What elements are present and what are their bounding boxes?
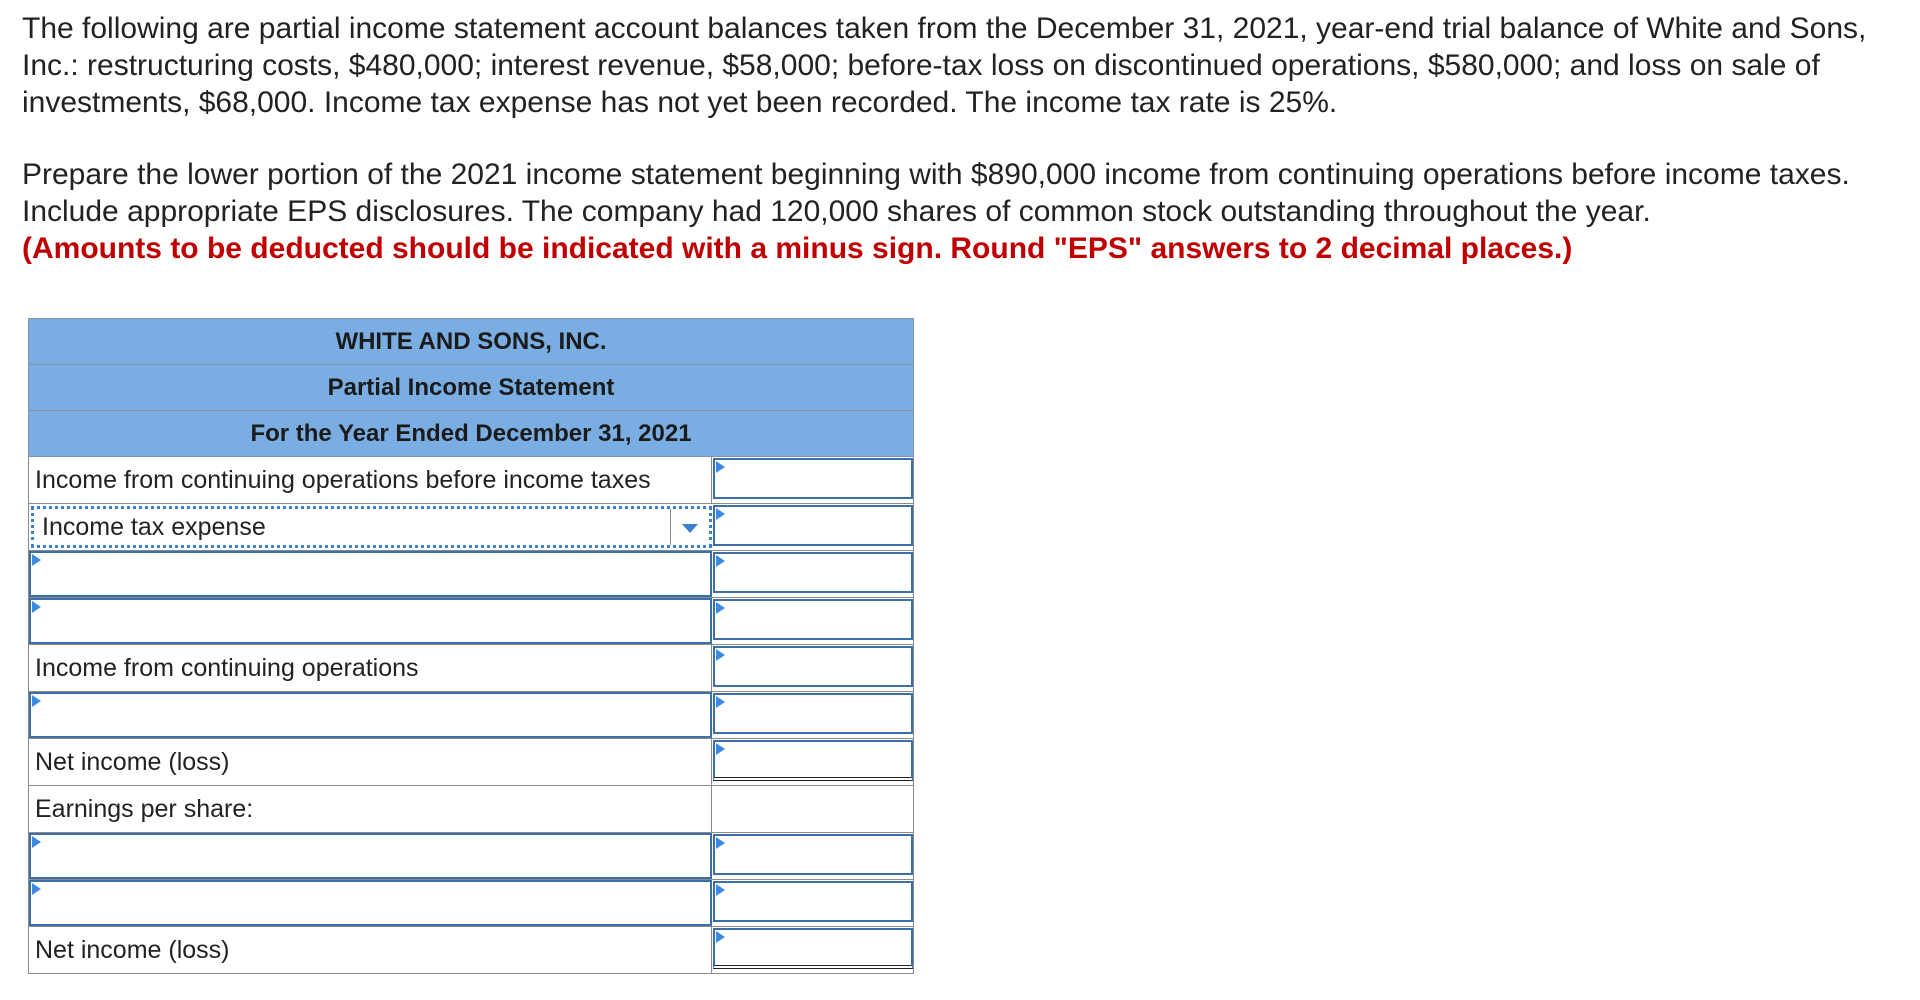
statement-row — [28, 833, 914, 880]
amount-input-income-before-taxes[interactable] — [713, 458, 913, 499]
statement-row — [28, 692, 914, 739]
row-label-eps-net-income: Net income (loss) — [29, 927, 712, 973]
amount-input[interactable] — [713, 693, 913, 734]
amount-input[interactable] — [713, 881, 913, 922]
row-label-cell — [29, 504, 712, 550]
statement-row — [28, 927, 914, 974]
statement-title: Partial Income Statement — [28, 365, 914, 411]
question-paragraph-1: The following are partial income statement account balances taken from the December 31, 2021, year-end trial balance of White and Sons, Inc.: restructuring costs, $480,000; interest revenue, $58,000; before-tax loss on discontinued operations, $580,000; and loss on sale of investments, $68,000. Income tax expense has not yet been recorded. The income tax rate is 25%. — [22, 12, 1867, 119]
amount-input[interactable] — [713, 834, 913, 875]
company-name: WHITE AND SONS, INC. — [28, 318, 914, 365]
statement-row — [28, 598, 914, 645]
label-input[interactable] — [29, 692, 712, 738]
amount-input-income-tax-expense[interactable] — [713, 505, 913, 546]
statement-row — [28, 645, 914, 692]
answer-instructions: (Amounts to be deducted should be indicated with a minus sign. Round "EPS" answers to 2 decimal places.) — [22, 232, 1573, 265]
label-input[interactable] — [29, 598, 712, 644]
account-dropdown[interactable] — [31, 506, 712, 548]
statement-row — [28, 457, 914, 504]
statement-period: For the Year Ended December 31, 2021 — [28, 411, 914, 457]
question-paragraph-2-body: Prepare the lower portion of the 2021 income statement beginning with $890,000 income from continuing operations before income taxes. Include appropriate EPS disclosures. The company had 120,000 shares of common stock outstanding throughout the year. — [22, 158, 1850, 228]
label-input[interactable] — [29, 880, 712, 926]
statement-row — [28, 739, 914, 786]
statement-row — [28, 786, 914, 833]
account-dropdown-value: Income tax expense — [42, 513, 266, 541]
row-label-eps: Earnings per share: — [29, 786, 712, 832]
amount-input-income-continuing-ops[interactable] — [713, 646, 913, 687]
statement-row — [28, 504, 914, 551]
question-paragraph-2 — [22, 156, 1902, 267]
statement-row — [28, 551, 914, 598]
amount-input-net-income[interactable] — [713, 740, 913, 781]
label-input[interactable] — [29, 833, 712, 879]
chevron-down-icon[interactable] — [670, 509, 709, 545]
label-input[interactable] — [29, 551, 712, 597]
amount-input[interactable] — [713, 552, 913, 593]
row-label-income-before-taxes: Income from continuing operations before income taxes — [29, 457, 712, 503]
row-label-net-income: Net income (loss) — [29, 739, 712, 785]
row-label-income-continuing-ops: Income from continuing operations — [29, 645, 712, 691]
amount-input[interactable] — [713, 599, 913, 640]
amount-input-eps-net-income[interactable] — [713, 928, 913, 969]
statement-row — [28, 880, 914, 927]
amount-cell-empty — [713, 787, 913, 828]
question-text — [22, 10, 1902, 267]
partial-income-statement — [28, 318, 914, 974]
